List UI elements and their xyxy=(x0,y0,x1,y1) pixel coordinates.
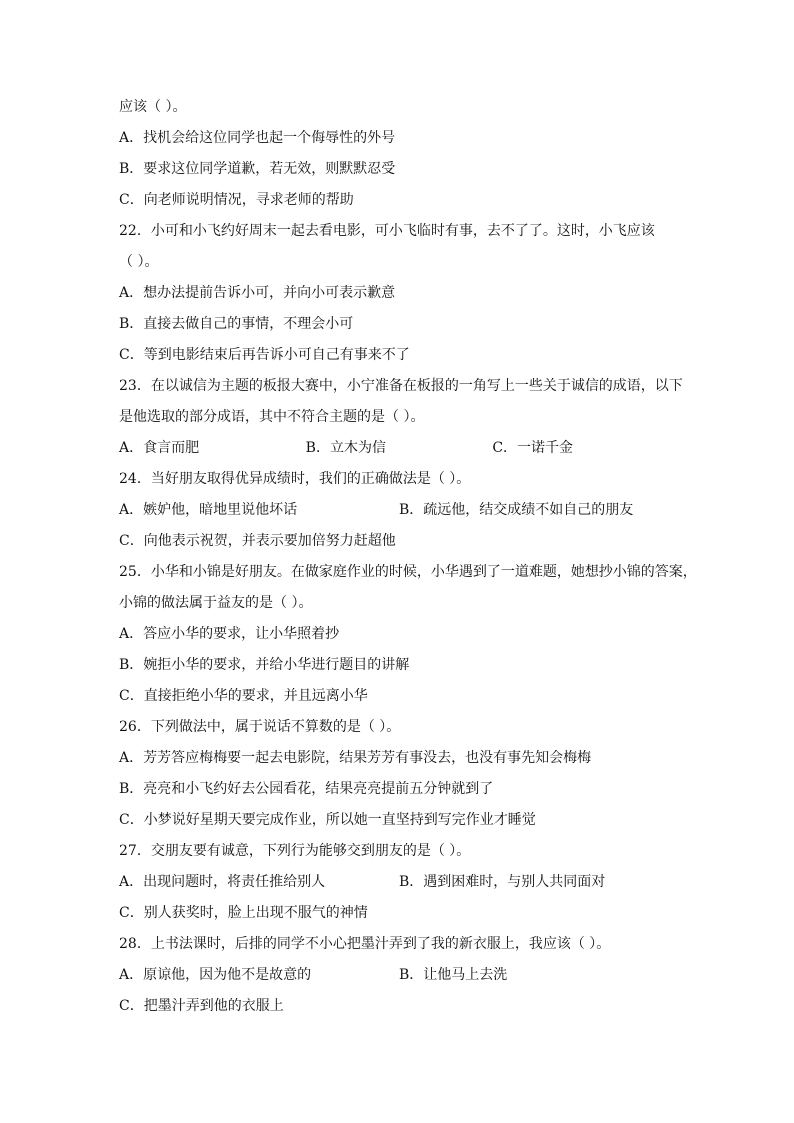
q27-option-c[interactable]: C．别人获奖时，脸上出现不服气的神情 xyxy=(119,905,368,921)
q23-option-a[interactable]: A．食言而肥 xyxy=(119,440,200,456)
q24-option-a[interactable]: A．嫉妒他，暗地里说他坏话 xyxy=(119,502,298,518)
q26-option-a[interactable]: A．芳芳答应梅梅要一起去电影院，结果芳芳有事没去，也没有事先知会梅梅 xyxy=(119,750,592,766)
q28-option-a[interactable]: A．原谅他，因为他不是故意的 xyxy=(119,967,312,983)
q22-option-c[interactable]: C．等到电影结束后再告诉小可自己有事来不了 xyxy=(119,347,410,363)
q27-option-b[interactable]: B．遇到困难时，与别人共同面对 xyxy=(399,874,606,890)
q26-option-c[interactable]: C．小梦说好星期天要完成作业，所以她一直坚持到写完作业才睡觉 xyxy=(119,812,536,828)
q22-option-a[interactable]: A．想办法提前告诉小可，并向小可表示歉意 xyxy=(119,285,396,301)
q24-option-b[interactable]: B．疏远他，结交成绩不如自己的朋友 xyxy=(399,502,634,518)
q28-option-b[interactable]: B．让他马上去洗 xyxy=(399,967,508,983)
q24-options-row xyxy=(119,500,679,520)
q22-stem-line2: （ ）。 xyxy=(119,254,159,270)
q25-option-b[interactable]: B．婉拒小华的要求，并给小华进行题目的讲解 xyxy=(119,657,410,673)
q25-option-a[interactable]: A．答应小华的要求，让小华照着抄 xyxy=(119,626,340,642)
q21-option-b[interactable]: B．要求这位同学道歉，若无效，则默默忍受 xyxy=(119,161,396,177)
q28-options-row xyxy=(119,965,679,985)
q23-stem-line2: 是他选取的部分成语，其中不符合主题的是（ ）。 xyxy=(119,409,425,425)
q23-options-row xyxy=(119,438,679,458)
q27-options-row xyxy=(119,872,679,892)
q25-option-c[interactable]: C．直接拒绝小华的要求，并且远离小华 xyxy=(119,688,368,704)
q26-stem: 26．下列做法中，属于说话不算数的是（ ）。 xyxy=(119,719,401,735)
q22-option-b[interactable]: B．直接去做自己的事情，不理会小可 xyxy=(119,316,354,332)
q21-stem-continued: 应该（ ）。 xyxy=(119,99,187,115)
q26-option-b[interactable]: B．亮亮和小飞约好去公园看花，结果亮亮提前五分钟就到了 xyxy=(119,781,494,797)
q22-stem: 22．小可和小飞约好周末一起去看电影，可小飞临时有事，去不了了。这时，小飞应该 xyxy=(119,223,655,239)
q23-option-b[interactable]: B．立木为信 xyxy=(305,440,386,456)
q25-stem-line2: 小锦的做法属于益友的是（ ）。 xyxy=(119,595,313,611)
q21-option-c[interactable]: C．向老师说明情况，寻求老师的帮助 xyxy=(119,192,354,208)
q24-stem: 24．当好朋友取得优异成绩时，我们的正确做法是（ ）。 xyxy=(119,471,471,487)
q27-option-a[interactable]: A．出现问题时，将责任推给别人 xyxy=(119,874,326,890)
question-list xyxy=(119,97,697,1027)
q28-stem: 28．上书法课时，后排的同学不小心把墨汁弄到了我的新衣服上，我应该（ ）。 xyxy=(119,936,611,952)
q21-option-a[interactable]: A．找机会给这位同学也起一个侮辱性的外号 xyxy=(119,130,396,146)
q27-stem: 27．交朋友要有诚意，下列行为能够交到朋友的是（ ）。 xyxy=(119,843,471,859)
q23-option-c[interactable]: C．一诺千金 xyxy=(492,440,574,456)
q25-stem: 25．小华和小锦是好朋友。在做家庭作业的时候，小华遇到了一道难题，她想抄小锦的答案， xyxy=(119,564,697,580)
q28-option-c[interactable]: C．把墨汁弄到他的衣服上 xyxy=(119,998,284,1014)
q23-stem: 23．在以诚信为主题的板报大赛中，小宁准备在板报的一角写上一些关于诚信的成语，以下 xyxy=(119,378,683,394)
q24-option-c[interactable]: C．向他表示祝贺，并表示要加倍努力赶超他 xyxy=(119,533,396,549)
